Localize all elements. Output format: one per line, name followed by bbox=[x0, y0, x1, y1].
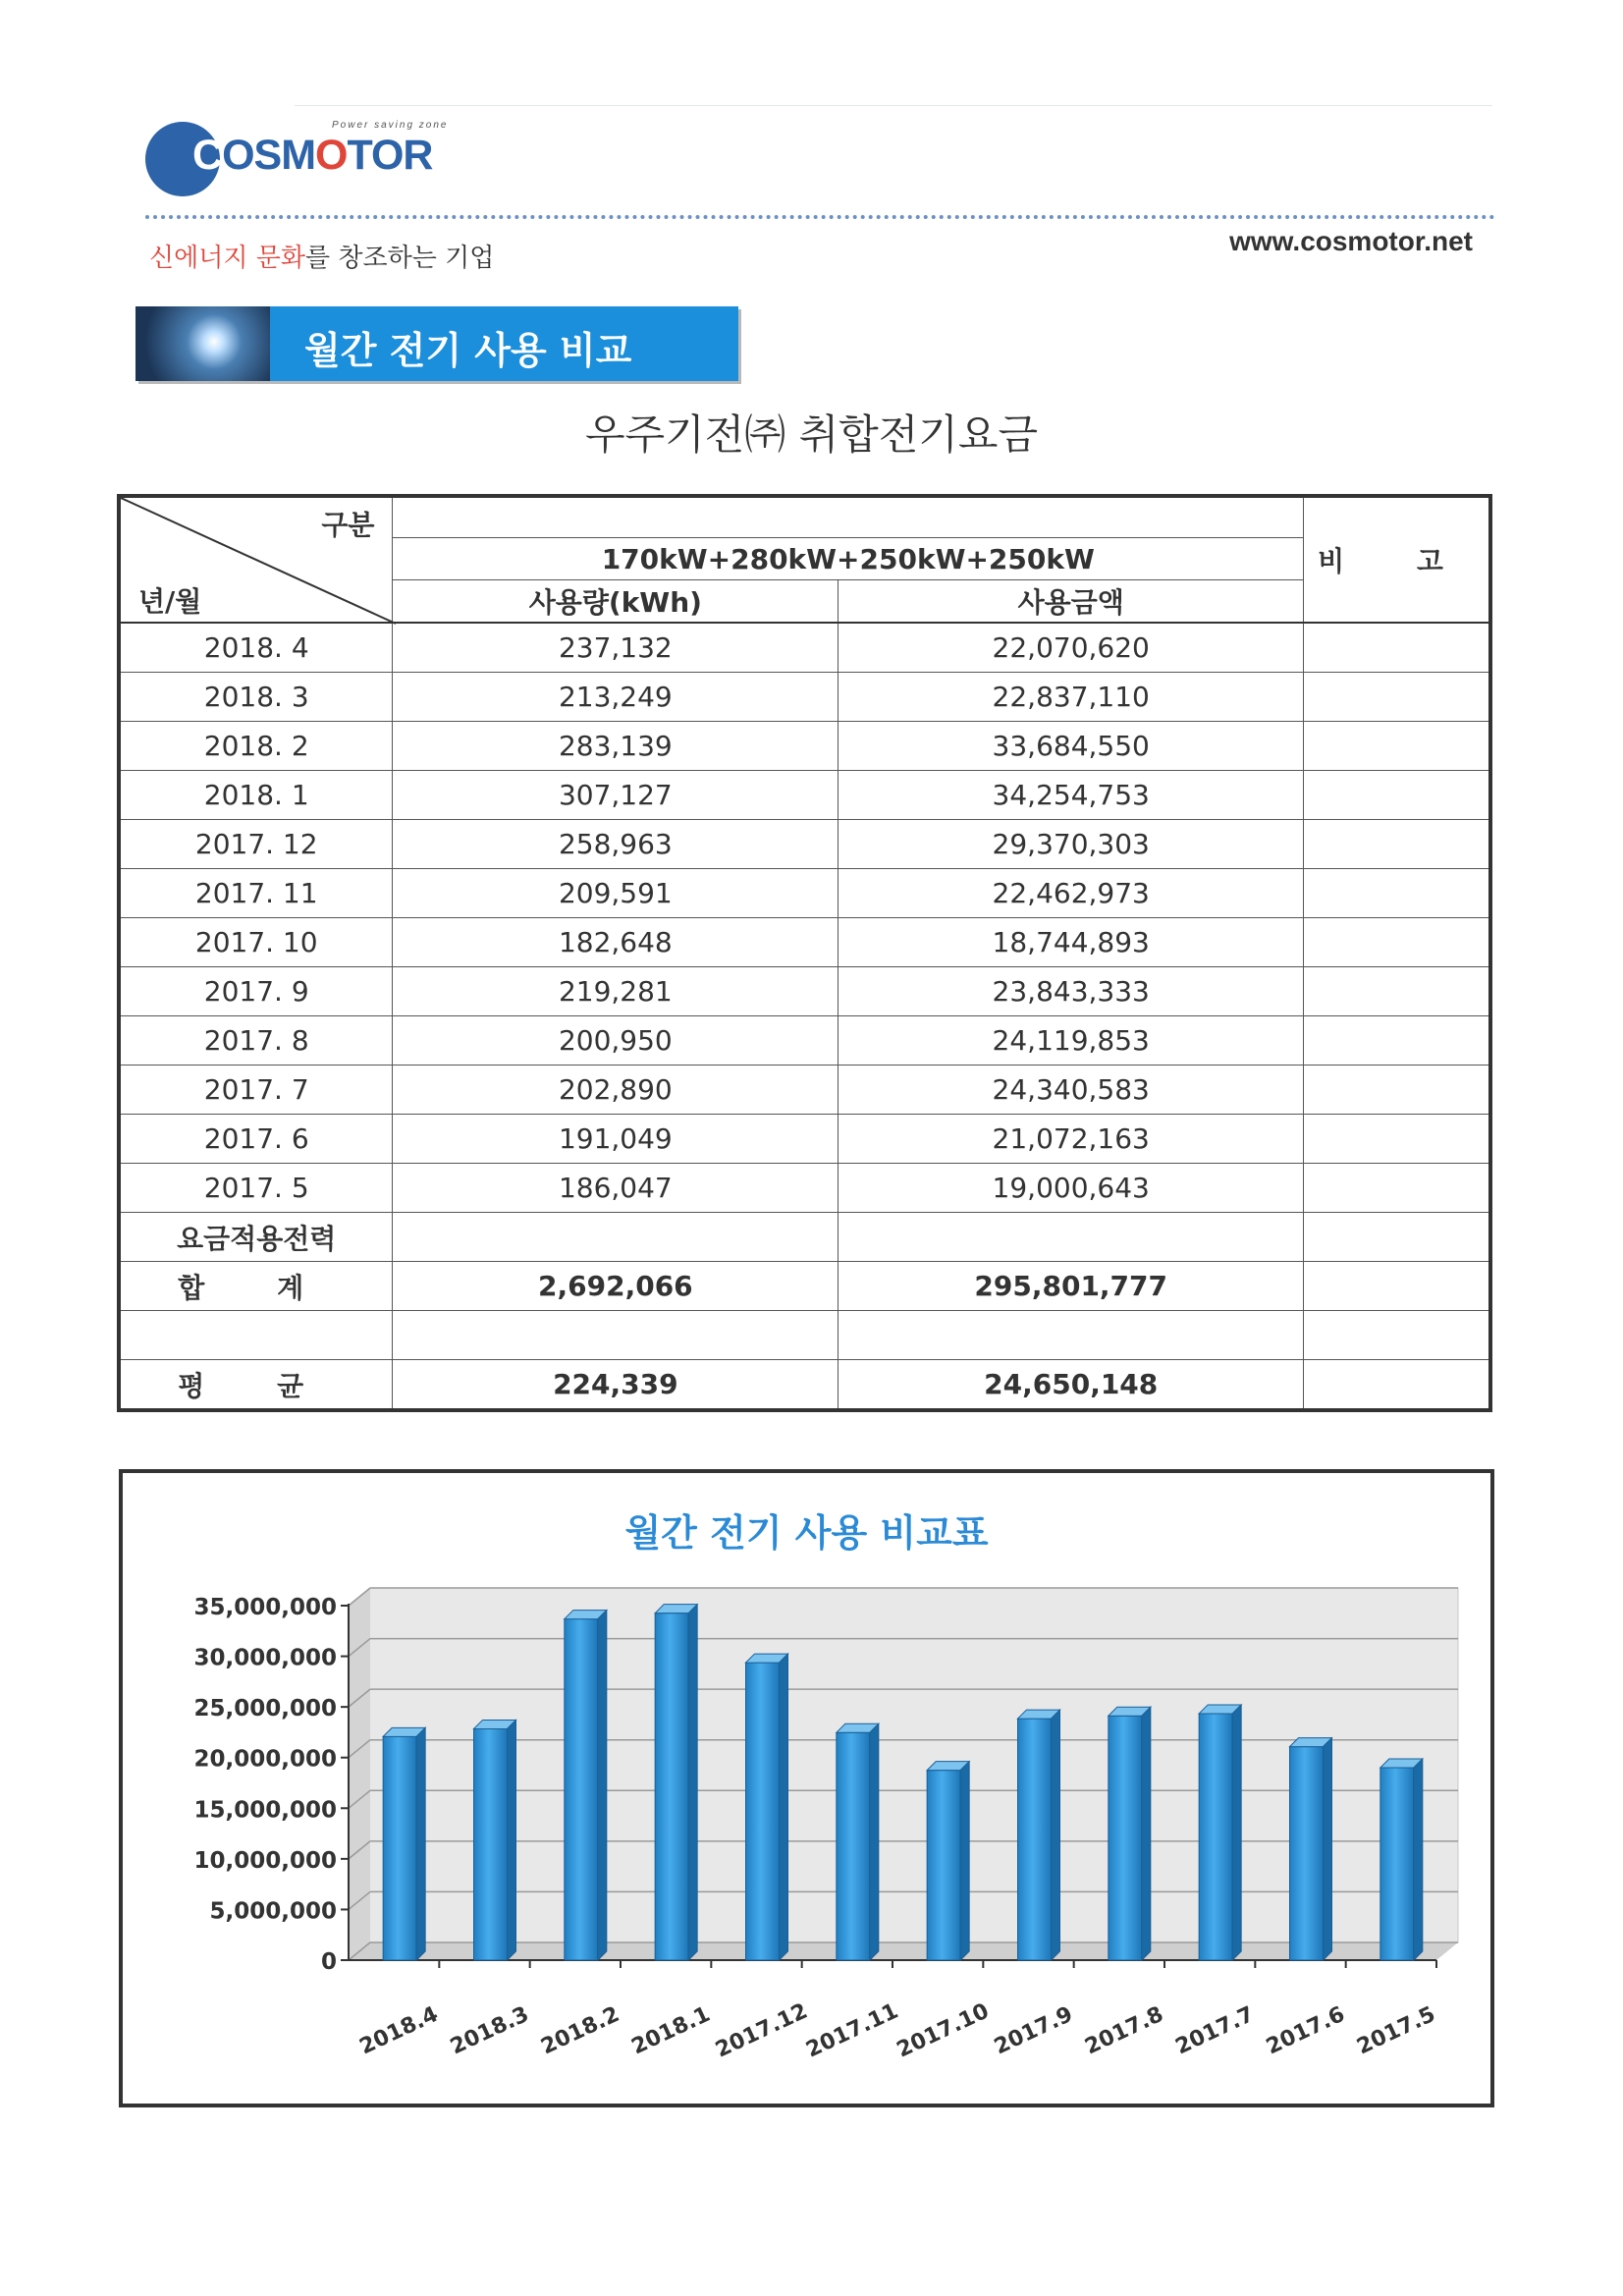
usage-table bbox=[117, 494, 1492, 1412]
bar bbox=[837, 1732, 870, 1960]
usage-cell: 200,950 bbox=[393, 1016, 839, 1066]
average-remarks bbox=[1304, 1360, 1490, 1411]
bar-side bbox=[688, 1605, 697, 1960]
table-row bbox=[119, 771, 1490, 820]
bar-side bbox=[780, 1654, 788, 1960]
y-tick-label: 30,000,000 bbox=[193, 1645, 337, 1671]
bar bbox=[655, 1613, 688, 1960]
usage-cell: 209,591 bbox=[393, 869, 839, 918]
bar-side bbox=[598, 1611, 607, 1960]
corner-label-category: 구분 bbox=[321, 509, 375, 541]
amount-cell: 22,837,110 bbox=[839, 673, 1304, 722]
remarks-cell bbox=[1304, 771, 1490, 820]
month-cell: 2017. 5 bbox=[119, 1164, 393, 1213]
bar-side bbox=[1232, 1705, 1241, 1960]
amount-cell: 33,684,550 bbox=[839, 722, 1304, 771]
bar-side bbox=[508, 1720, 516, 1960]
average-label: 평 균 bbox=[119, 1360, 393, 1411]
usage-cell: 213,249 bbox=[393, 673, 839, 722]
remarks-cell bbox=[1304, 623, 1490, 673]
amount-cell: 34,254,753 bbox=[839, 771, 1304, 820]
month-cell: 2017. 8 bbox=[119, 1016, 393, 1066]
average-amount: 24,650,148 bbox=[839, 1360, 1304, 1411]
table-row bbox=[119, 1115, 1490, 1164]
total-label: 합 계 bbox=[119, 1262, 393, 1311]
bar bbox=[383, 1736, 416, 1960]
amount-cell: 19,000,643 bbox=[839, 1164, 1304, 1213]
bar-side bbox=[1142, 1707, 1151, 1960]
table-row bbox=[119, 967, 1490, 1016]
chart-plot bbox=[123, 1473, 1490, 2104]
bar-side bbox=[870, 1723, 879, 1960]
remarks-cell bbox=[1304, 1115, 1490, 1164]
month-cell: 2017. 7 bbox=[119, 1066, 393, 1115]
x-tick-label: 2017.7 bbox=[1171, 2001, 1259, 2060]
comparison-chart bbox=[119, 1469, 1494, 2107]
remarks-header: 비 고 bbox=[1304, 496, 1490, 623]
x-tick-label: 2017.12 bbox=[712, 1998, 812, 2063]
blank-row-cell bbox=[393, 1311, 839, 1360]
total-remarks bbox=[1304, 1262, 1490, 1311]
table-row bbox=[119, 918, 1490, 967]
x-tick-label: 2018.1 bbox=[627, 2001, 715, 2060]
usage-cell: 307,127 bbox=[393, 771, 839, 820]
x-tick-label: 2017.6 bbox=[1262, 2001, 1349, 2060]
amount-cell: 29,370,303 bbox=[839, 820, 1304, 869]
table-row bbox=[119, 722, 1490, 771]
remarks-cell bbox=[1304, 869, 1490, 918]
usage-col-header: 사용량(kWh) bbox=[393, 580, 839, 624]
applied-power-usage bbox=[393, 1213, 839, 1262]
table-row bbox=[119, 673, 1490, 722]
month-cell: 2018. 2 bbox=[119, 722, 393, 771]
usage-cell: 191,049 bbox=[393, 1115, 839, 1164]
section-banner bbox=[135, 306, 738, 381]
amount-cell: 24,340,583 bbox=[839, 1066, 1304, 1115]
amount-col-header: 사용금액 bbox=[839, 580, 1304, 624]
logo-tagline: Power saving zone bbox=[332, 120, 449, 131]
table-row bbox=[119, 869, 1490, 918]
table-row bbox=[119, 820, 1490, 869]
x-tick-label: 2017.5 bbox=[1353, 2001, 1439, 2060]
y-tick-label: 25,000,000 bbox=[193, 1696, 337, 1722]
table-row bbox=[119, 623, 1490, 673]
remarks-cell bbox=[1304, 1164, 1490, 1213]
company-slogan: 신에너지 문화를 창조하는 기업 bbox=[149, 244, 495, 273]
applied-power-amount bbox=[839, 1213, 1304, 1262]
month-cell: 2017. 6 bbox=[119, 1115, 393, 1164]
bar-side bbox=[960, 1762, 969, 1960]
month-cell: 2017. 10 bbox=[119, 918, 393, 967]
remarks-cell bbox=[1304, 820, 1490, 869]
usage-cell: 186,047 bbox=[393, 1164, 839, 1213]
bar bbox=[1109, 1716, 1142, 1960]
x-tick-label: 2018.2 bbox=[537, 2001, 623, 2060]
bar-side bbox=[1414, 1759, 1423, 1960]
month-cell: 2017. 12 bbox=[119, 820, 393, 869]
usage-cell: 237,132 bbox=[393, 623, 839, 673]
company-logo bbox=[145, 120, 469, 200]
y-tick-label: 0 bbox=[320, 1949, 337, 1975]
remarks-cell bbox=[1304, 722, 1490, 771]
month-cell: 2018. 4 bbox=[119, 623, 393, 673]
x-tick-label: 2017.10 bbox=[893, 1998, 994, 2063]
month-cell: 2017. 9 bbox=[119, 967, 393, 1016]
total-amount: 295,801,777 bbox=[839, 1262, 1304, 1311]
y-tick-label: 20,000,000 bbox=[193, 1746, 337, 1773]
remarks-cell bbox=[1304, 673, 1490, 722]
applied-power-remarks bbox=[1304, 1213, 1490, 1262]
blank-row-cell bbox=[1304, 1311, 1490, 1360]
table-row bbox=[119, 1164, 1490, 1213]
bar bbox=[1199, 1714, 1232, 1960]
month-cell: 2018. 1 bbox=[119, 771, 393, 820]
usage-cell: 258,963 bbox=[393, 820, 839, 869]
top-rule bbox=[295, 105, 1492, 106]
x-tick-label: 2017.9 bbox=[990, 2001, 1077, 2060]
remarks-cell bbox=[1304, 967, 1490, 1016]
y-tick-label: 5,000,000 bbox=[209, 1898, 337, 1925]
amount-cell: 22,070,620 bbox=[839, 623, 1304, 673]
banner-title: 월간 전기 사용 비교 bbox=[304, 329, 632, 372]
chart-side-wall bbox=[349, 1588, 370, 1960]
x-tick-label: 2018.3 bbox=[446, 2001, 533, 2060]
amount-cell: 21,072,163 bbox=[839, 1115, 1304, 1164]
bar bbox=[1018, 1719, 1052, 1960]
blank-row-cell bbox=[119, 1311, 393, 1360]
document-title: 우주기전㈜ 취합전기요금 bbox=[584, 410, 1039, 459]
amount-cell: 22,462,973 bbox=[839, 869, 1304, 918]
usage-cell: 202,890 bbox=[393, 1066, 839, 1115]
usage-cell: 219,281 bbox=[393, 967, 839, 1016]
bar bbox=[474, 1728, 508, 1960]
average-usage: 224,339 bbox=[393, 1360, 839, 1411]
applied-power-label: 요금적용전력 bbox=[119, 1213, 393, 1262]
x-tick-label: 2017.8 bbox=[1081, 2001, 1167, 2060]
remarks-cell bbox=[1304, 1066, 1490, 1115]
table-row bbox=[119, 1066, 1490, 1115]
blank-row-cell bbox=[839, 1311, 1304, 1360]
amount-cell: 24,119,853 bbox=[839, 1016, 1304, 1066]
month-cell: 2018. 3 bbox=[119, 673, 393, 722]
bar bbox=[1380, 1768, 1414, 1960]
bar bbox=[927, 1771, 960, 1960]
capacity-header: 170kW+280kW+250kW+250kW bbox=[393, 538, 1304, 580]
y-tick-label: 10,000,000 bbox=[193, 1847, 337, 1874]
month-cell: 2017. 11 bbox=[119, 869, 393, 918]
remarks-cell bbox=[1304, 918, 1490, 967]
bar-side bbox=[1052, 1710, 1060, 1960]
amount-cell: 18,744,893 bbox=[839, 918, 1304, 967]
dotted-divider bbox=[145, 215, 1495, 219]
amount-cell: 23,843,333 bbox=[839, 967, 1304, 1016]
table-corner-header bbox=[119, 496, 393, 623]
company-website[interactable]: www.cosmotor.net bbox=[1229, 226, 1473, 256]
usage-cell: 283,139 bbox=[393, 722, 839, 771]
bar-side bbox=[1324, 1738, 1332, 1960]
table-row bbox=[119, 1016, 1490, 1066]
usage-cell: 182,648 bbox=[393, 918, 839, 967]
banner-image bbox=[135, 306, 270, 381]
y-tick-label: 35,000,000 bbox=[193, 1595, 337, 1620]
bar bbox=[746, 1663, 780, 1960]
header-blank bbox=[393, 496, 1304, 538]
chart-title: 월간 전기 사용 비교표 bbox=[624, 1511, 989, 1555]
bar bbox=[565, 1619, 598, 1960]
x-tick-label: 2018.4 bbox=[355, 2001, 443, 2060]
corner-label-yearmonth: 년/월 bbox=[138, 585, 202, 618]
y-tick-label: 15,000,000 bbox=[193, 1797, 337, 1824]
remarks-cell bbox=[1304, 1016, 1490, 1066]
bar-side bbox=[416, 1727, 425, 1960]
logo-wordmark: COSMOTOR bbox=[192, 132, 433, 179]
total-usage: 2,692,066 bbox=[393, 1262, 839, 1311]
x-tick-label: 2017.11 bbox=[802, 1998, 902, 2063]
bar bbox=[1290, 1747, 1324, 1960]
